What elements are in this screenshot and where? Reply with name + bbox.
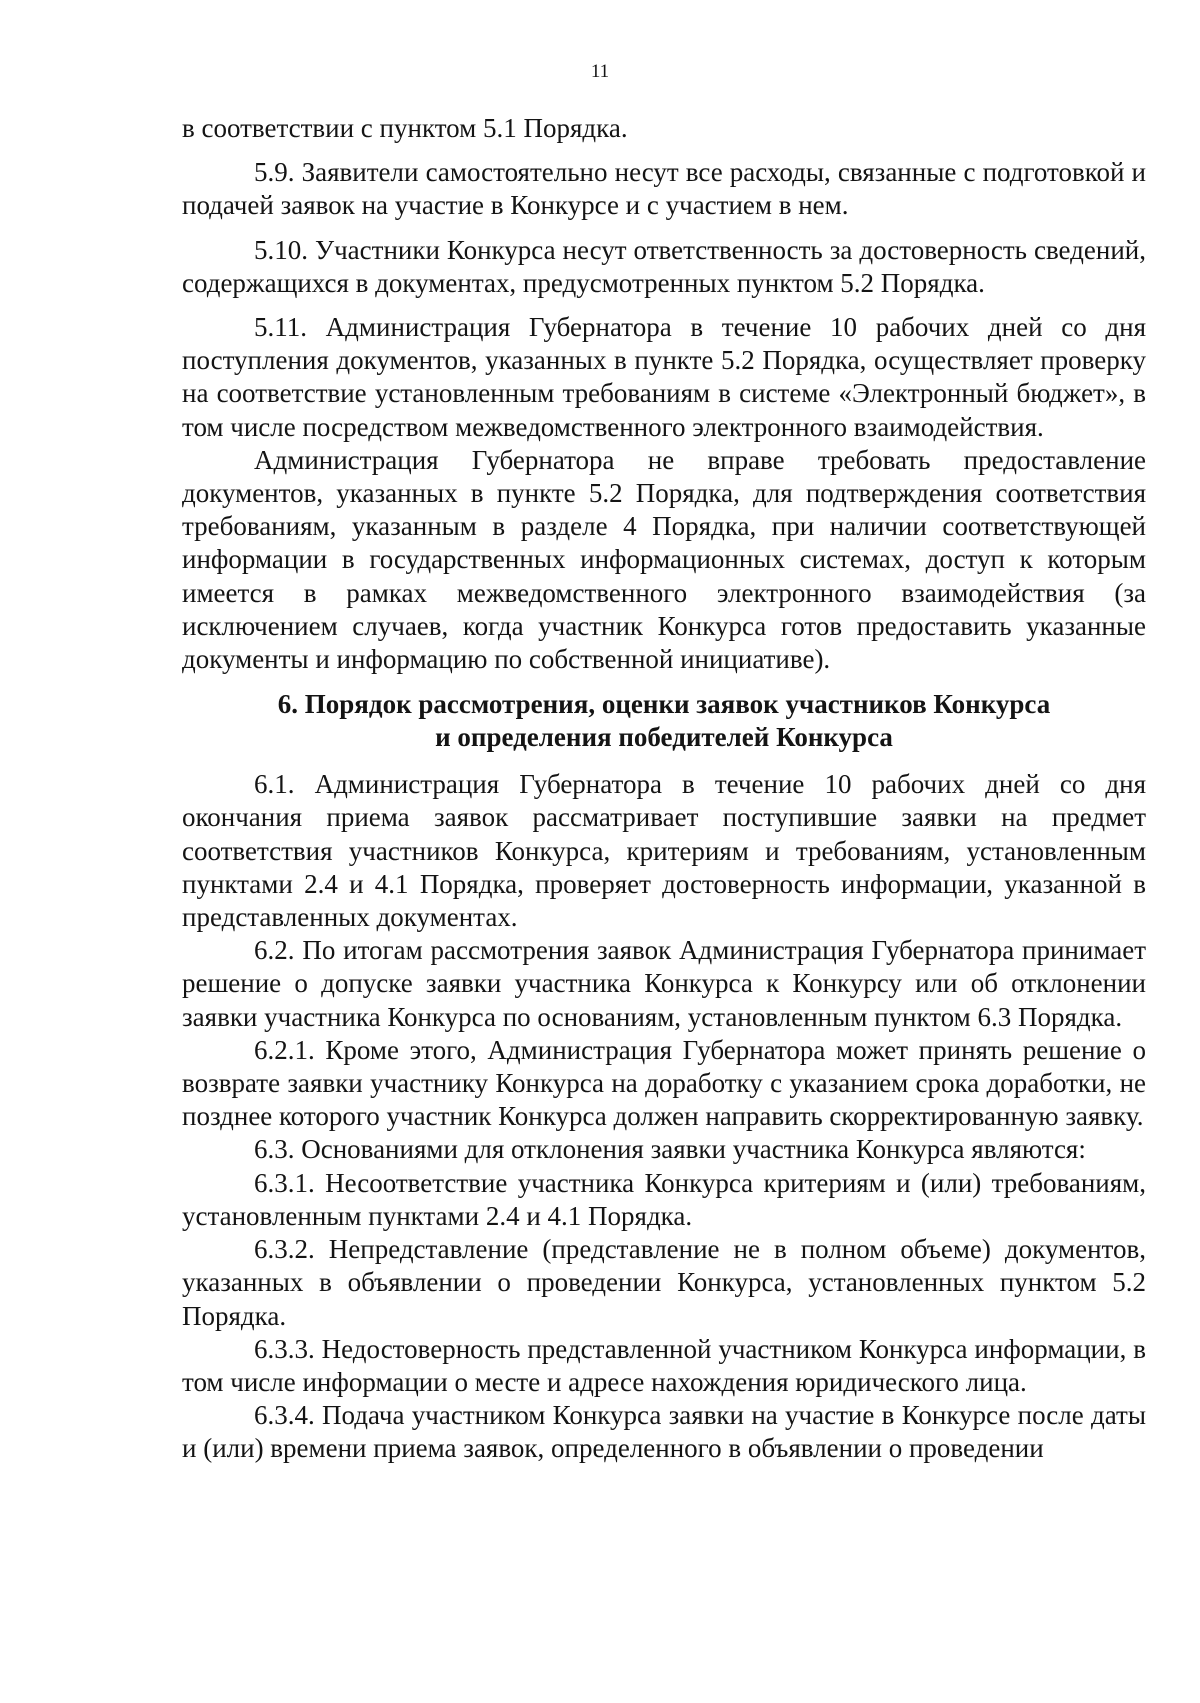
document-body [182, 112, 1146, 1466]
section-heading-line-1: 6. Порядок рассмотрения, оценки заявок участников Конкурса [277, 689, 1051, 720]
paragraph: 5.11. Администрация Губернатора в течение 10 рабочих дней со дня поступления документов, указанных в пункте 5.2 Порядка, осуществляет проверку на соответствие установленным требованиям в системе «Электронный бюджет», в том числе посредством межведомственного электронного взаимодействия. [182, 312, 1146, 442]
page-number: 11 [590, 61, 610, 82]
paragraph: 6.3.3. Недостоверность представленной участником Конкурса информации, в том числе информации о месте и адресе нахождения юридического лица. [182, 1333, 1146, 1397]
paragraph: 6.3. Основаниями для отклонения заявки участника Конкурса являются: [254, 1134, 1086, 1165]
paragraph: 6.1. Администрация Губернатора в течение 10 рабочих дней со дня окончания приема заявок рассматривает поступившие заявки на предмет соответствия участников Конкурса, критериям и требованиям, установленным пунктами 2.4 и 4.1 Порядка, проверяет достоверность информации, указанной в представленных документах. [182, 769, 1146, 933]
paragraph: Администрация Губернатора не вправе требовать предоставление документов, указанных в пункте 5.2 Порядка, для подтверждения соответствия требованиям, указанным в разделе 4 Порядка, при наличии соответствующей информации в государственных информационных системах, доступ к которым имеется в рамках межведомственного электронного взаимодействия (за исключением случаев, когда участник Конкурса готов предоставить указанные документы и информацию по собственной инициативе). [182, 444, 1146, 675]
paragraph: 6.3.4. Подача участником Конкурса заявки на участие в Конкурсе после даты и (или) времени приема заявок, определенного в объявлении о проведении [182, 1400, 1146, 1464]
paragraph: 5.9. Заявители самостоятельно несут все расходы, связанные с подготовкой и подачей заявок на участие в Конкурсе и с участием в нем. [182, 157, 1146, 221]
paragraph: 5.10. Участники Конкурса несут ответственность за достоверность сведений, содержащихся в документах, предусмотренных пунктом 5.2 Порядка. [182, 234, 1146, 298]
paragraph: 6.3.1. Несоответствие участника Конкурса критериям и (или) требованиям, установленным пунктами 2.4 и 4.1 Порядка. [182, 1167, 1146, 1231]
section-heading-line-2: и определения победителей Конкурса [435, 722, 893, 753]
section-6-heading [182, 688, 1146, 754]
paragraph: 6.2. По итогам рассмотрения заявок Администрация Губернатора принимает решение о допуске заявки участника Конкурса к Конкурсу или об отклонении заявки участника Конкурса по основаниям, установленным пунктом 6.3 Порядка. [182, 935, 1146, 1032]
paragraph: 6.2.1. Кроме этого, Администрация Губернатора может принять решение о возврате заявки участнику Конкурса на доработку с указанием срока доработки, не позднее которого участник Конкурса должен направить скорректированную заявку. [182, 1034, 1146, 1132]
paragraph: 6.3.2. Непредставление (представление не в полном объеме) документов, указанных в объявлении о проведении Конкурса, установленных пунктом 5.2 Порядка. [182, 1234, 1146, 1331]
paragraph: в соответствии с пунктом 5.1 Порядка. [182, 113, 628, 143]
paragraphs-after-section [182, 768, 1146, 1465]
paragraphs-before-section [182, 112, 1146, 676]
